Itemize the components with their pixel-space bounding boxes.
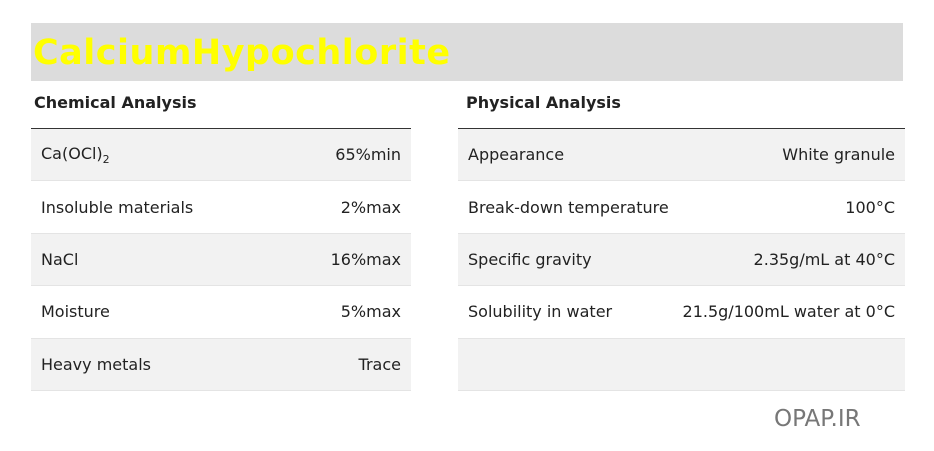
table-row bbox=[458, 286, 905, 338]
chemical-analysis-heading: Chemical Analysis bbox=[31, 81, 411, 129]
table-row bbox=[31, 286, 411, 338]
row-label bbox=[41, 144, 110, 166]
table-row bbox=[31, 129, 411, 181]
title-banner bbox=[31, 23, 903, 81]
row-label: Insoluble materials bbox=[41, 197, 194, 217]
table-row bbox=[458, 234, 905, 286]
table-row bbox=[458, 181, 905, 233]
row-label: Break-down temperature bbox=[468, 197, 669, 217]
table-row bbox=[458, 129, 905, 181]
row-value: Trace bbox=[358, 354, 401, 374]
chemical-analysis-table bbox=[31, 81, 411, 391]
row-value: 100°C bbox=[845, 197, 895, 217]
table-row bbox=[31, 181, 411, 233]
row-label-text: Ca(OCl) bbox=[41, 143, 103, 163]
physical-analysis-heading: Physical Analysis bbox=[458, 81, 905, 129]
row-label: Appearance bbox=[468, 145, 565, 165]
row-value: 65%min bbox=[335, 145, 401, 165]
table-row-empty bbox=[458, 339, 905, 391]
page-title: CalciumHypochlorite bbox=[33, 33, 451, 73]
row-label: Heavy metals bbox=[41, 354, 151, 374]
chemical-analysis-rows bbox=[31, 129, 411, 391]
watermark-text: OPAP.IR bbox=[774, 406, 861, 432]
table-row bbox=[31, 234, 411, 286]
row-value: 21.5g/100mL water at 0°C bbox=[682, 302, 895, 322]
row-label: Solubility in water bbox=[468, 302, 613, 322]
row-value: 16%max bbox=[330, 249, 401, 269]
row-value: 5%max bbox=[340, 302, 401, 322]
row-value: White granule bbox=[782, 145, 895, 165]
row-label: Moisture bbox=[41, 302, 110, 322]
row-value: 2.35g/mL at 40°C bbox=[753, 249, 895, 269]
row-label-subscript: 2 bbox=[102, 152, 110, 166]
row-value: 2%max bbox=[340, 197, 401, 217]
physical-analysis-rows bbox=[458, 129, 905, 391]
row-label: Specific gravity bbox=[468, 249, 592, 269]
table-row bbox=[31, 339, 411, 391]
physical-analysis-table bbox=[458, 81, 905, 391]
row-label: NaCl bbox=[41, 249, 79, 269]
